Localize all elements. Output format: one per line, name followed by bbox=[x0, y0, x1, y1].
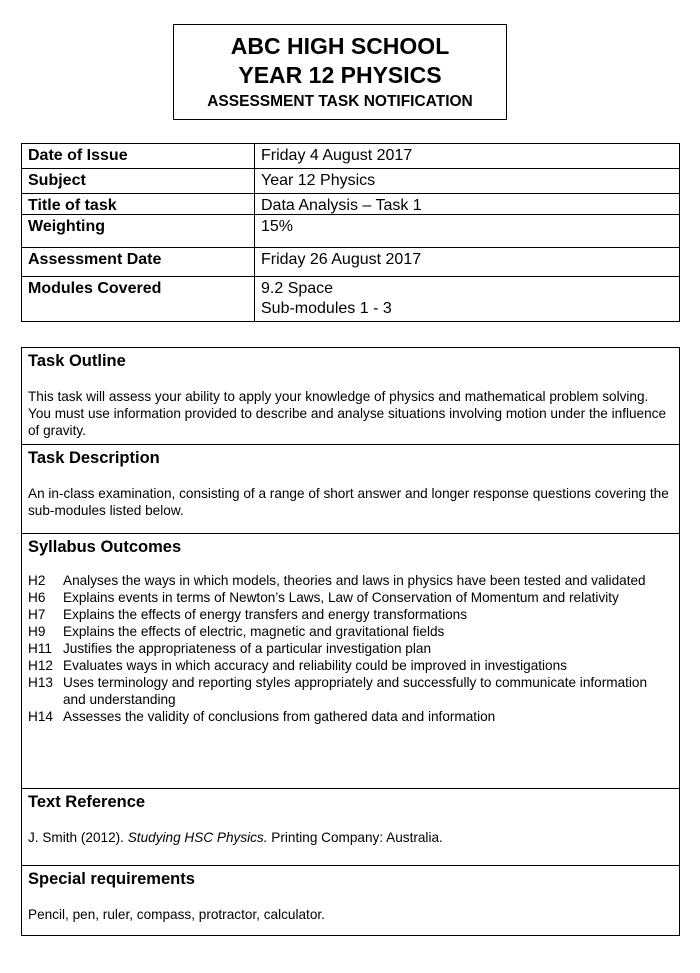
outcome-text: Assesses the validity of conclusions from gathered data and information bbox=[63, 709, 496, 724]
outcome-text: Justifies the appropriateness of a particular investigation plan bbox=[63, 641, 432, 656]
subject-value: Year 12 Physics bbox=[255, 169, 680, 194]
outcome-code: H13 bbox=[28, 675, 53, 690]
list-item bbox=[28, 589, 673, 606]
subject-label: Subject bbox=[22, 169, 255, 194]
syllabus-outcomes-section bbox=[22, 534, 679, 789]
weighting-label: Weighting bbox=[22, 215, 255, 248]
outcome-text: Evaluates ways in which accuracy and reliability could be improved in investigations bbox=[63, 658, 567, 673]
table-row bbox=[22, 194, 680, 215]
syllabus-outcomes-title: Syllabus Outcomes bbox=[28, 538, 182, 556]
list-item bbox=[28, 640, 673, 657]
reference-publisher: Printing Company: Australia. bbox=[267, 830, 443, 845]
outcome-code: H7 bbox=[28, 607, 46, 622]
weighting-value: 15% bbox=[255, 215, 680, 248]
outcome-code: H14 bbox=[28, 709, 53, 724]
title-of-task-value: Data Analysis – Task 1 bbox=[255, 194, 680, 215]
table-row bbox=[22, 277, 680, 322]
modules-covered-value bbox=[255, 277, 680, 322]
special-requirements-section bbox=[22, 866, 679, 936]
title-of-task-label: Title of task bbox=[22, 194, 255, 215]
special-requirements-title: Special requirements bbox=[28, 870, 195, 888]
text-reference-section bbox=[22, 789, 679, 866]
text-reference-citation bbox=[28, 829, 673, 846]
table-row bbox=[22, 248, 680, 277]
outcome-text: Explains events in terms of Newton’s Laws, Law of Conservation of Momentum and relativity bbox=[63, 590, 619, 605]
list-item bbox=[28, 657, 673, 674]
outcome-text: Explains the effects of energy transfers and energy transformations bbox=[63, 607, 468, 622]
outcome-code: H9 bbox=[28, 624, 46, 639]
reference-author: J. Smith (2012). bbox=[28, 830, 128, 845]
outcome-code: H2 bbox=[28, 573, 46, 588]
task-description-title: Task Description bbox=[28, 449, 160, 467]
reference-book-title: Studying HSC Physics. bbox=[127, 830, 268, 845]
sub-modules: Sub-modules 1 - 3 bbox=[261, 300, 392, 317]
assessment-date-label: Assessment Date bbox=[22, 248, 255, 277]
task-description-text: An in-class examination, consisting of a range of short answer and longer response questions covering the sub-modules listed below. bbox=[28, 486, 669, 518]
table-row bbox=[22, 215, 680, 248]
date-of-issue-label: Date of Issue bbox=[22, 144, 255, 169]
outcome-text: Analyses the ways in which models, theories and laws in physics have been tested and validated bbox=[63, 573, 646, 588]
task-outline-title: Task Outline bbox=[28, 352, 126, 370]
list-item bbox=[28, 606, 673, 623]
modules-covered-label: Modules Covered bbox=[22, 277, 255, 322]
notification-title: ASSESSMENT TASK NOTIFICATION bbox=[207, 93, 473, 110]
course-title: YEAR 12 PHYSICS bbox=[238, 62, 442, 88]
special-requirements-text: Pencil, pen, ruler, compass, protractor, calculator. bbox=[28, 907, 325, 922]
list-item bbox=[28, 708, 673, 725]
school-name: ABC HIGH SCHOOL bbox=[230, 33, 450, 59]
task-info-table bbox=[21, 143, 680, 322]
outcome-code: H11 bbox=[28, 641, 52, 656]
outcome-text: Uses terminology and reporting styles appropriately and successfully to communicate information and understanding bbox=[63, 675, 648, 707]
task-sections bbox=[21, 347, 680, 936]
task-outline-section bbox=[22, 348, 679, 445]
assessment-date-value: Friday 26 August 2017 bbox=[255, 248, 680, 277]
list-item bbox=[28, 572, 673, 589]
text-reference-title: Text Reference bbox=[28, 793, 146, 811]
table-row bbox=[22, 144, 680, 169]
table-row bbox=[22, 169, 680, 194]
module-name: 9.2 Space bbox=[261, 280, 334, 297]
date-of-issue-value: Friday 4 August 2017 bbox=[255, 144, 680, 169]
outcomes-list bbox=[28, 572, 673, 725]
task-description-section bbox=[22, 445, 679, 534]
list-item bbox=[28, 623, 673, 640]
list-item bbox=[28, 674, 673, 708]
outcome-text: Explains the effects of electric, magnetic and gravitational fields bbox=[63, 624, 445, 639]
outcome-code: H12 bbox=[28, 658, 53, 673]
task-outline-text: This task will assess your ability to apply your knowledge of physics and mathematical problem solving. You must use information provided to describe and analyse situations involving motion under the influence of gravity. bbox=[28, 389, 667, 438]
outcome-code: H6 bbox=[28, 590, 46, 605]
document-header bbox=[173, 24, 507, 120]
